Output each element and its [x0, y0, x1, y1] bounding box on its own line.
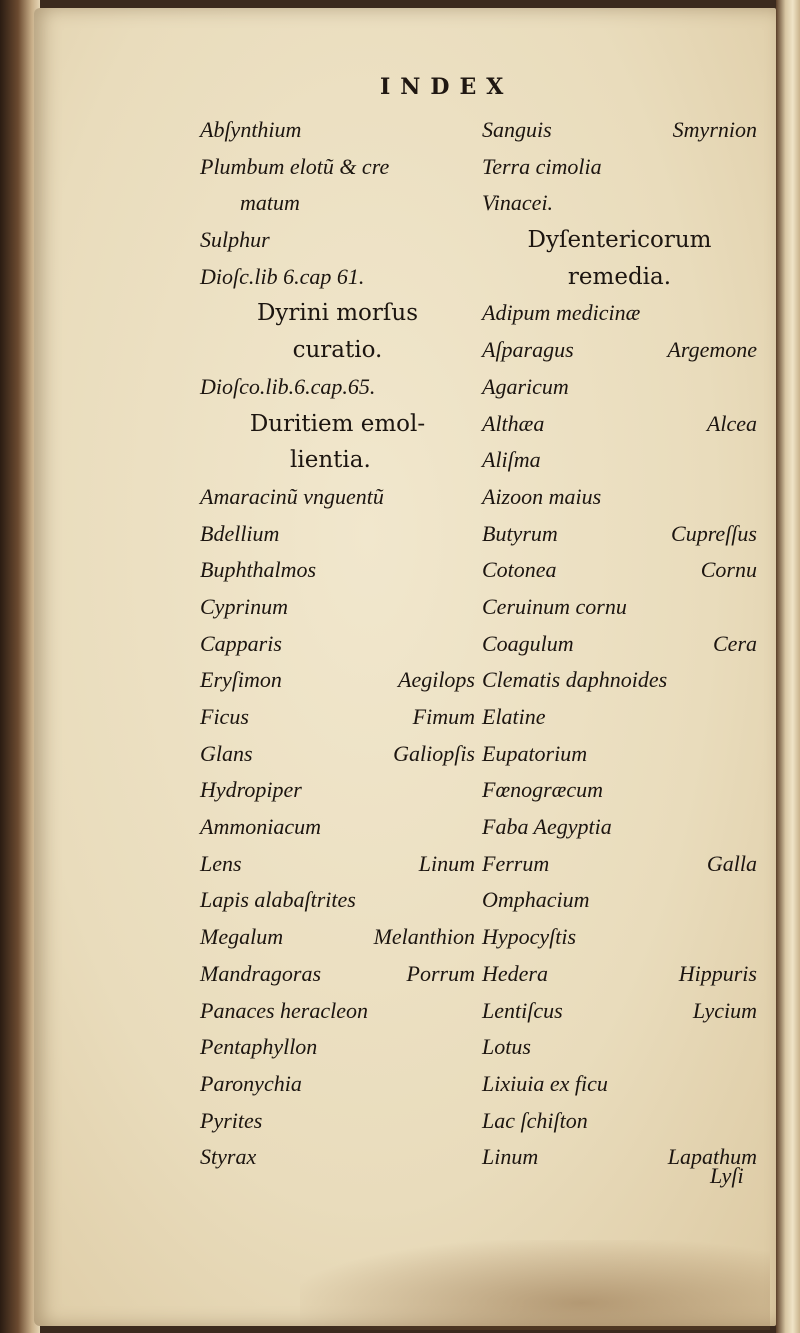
- index-term-secondary: Galla: [706, 850, 757, 876]
- index-entry: [482, 479, 757, 516]
- index-entry: [482, 406, 757, 443]
- index-entry: [200, 479, 475, 516]
- index-term: Fœnogræcum: [482, 777, 603, 803]
- right-column: [482, 112, 757, 1176]
- index-term: Adipum medicinæ: [482, 300, 641, 326]
- index-term: remedia.: [567, 263, 672, 290]
- index-term: Abſynthium: [200, 117, 302, 142]
- index-entry: [200, 662, 475, 699]
- index-term: Butyrum: [482, 520, 558, 546]
- index-entry: [482, 919, 757, 956]
- index-term: Lixiuia ex ficu: [482, 1070, 608, 1096]
- index-entry: [482, 332, 757, 369]
- index-term: Glans: [200, 740, 253, 766]
- index-term: Ferrum: [482, 850, 550, 876]
- index-term: Lapis alabaſtrites: [200, 887, 356, 913]
- index-term-secondary: Lapathum: [667, 1144, 757, 1170]
- index-entry: [482, 699, 757, 736]
- catchword: Lyſi: [710, 1163, 744, 1188]
- index-entry: [482, 809, 757, 846]
- index-term: Faba Aegyptia: [482, 814, 612, 840]
- water-stain: [300, 1240, 770, 1330]
- index-term: Capparis: [200, 630, 282, 656]
- index-entry: [200, 295, 475, 332]
- index-entry: [200, 919, 475, 956]
- index-term-secondary: Cupreſſus: [671, 520, 757, 546]
- index-entry: [482, 112, 757, 149]
- index-term: Linum: [482, 1144, 539, 1170]
- index-entry: [200, 1103, 475, 1140]
- index-entry: [200, 1139, 475, 1176]
- index-term: Cyprinum: [200, 593, 288, 619]
- index-entry: [200, 149, 475, 186]
- index-term: lientia.: [290, 447, 371, 474]
- index-entry: [200, 112, 475, 149]
- index-entry: [482, 185, 757, 222]
- index-term-secondary: Galiopſis: [393, 740, 475, 766]
- index-term: Agaricum: [482, 373, 569, 399]
- index-term-secondary: Cornu: [700, 557, 757, 583]
- index-term: Ammoniacum: [200, 814, 321, 840]
- index-term: matum: [240, 190, 300, 216]
- index-entry: [200, 882, 475, 919]
- index-entry: [482, 846, 757, 883]
- index-term: Dioſc.lib 6.cap 61.: [200, 263, 365, 289]
- index-term: Cotonea: [482, 557, 557, 583]
- index-entry: [482, 222, 757, 259]
- index-term: Dyrini morſus: [256, 300, 419, 327]
- index-entry: [200, 369, 475, 406]
- index-term: Amaracinũ vnguentũ: [200, 483, 384, 509]
- index-entry: [482, 552, 757, 589]
- index-entry: [200, 222, 475, 259]
- index-term: Lotus: [482, 1034, 531, 1060]
- index-term: Eupatorium: [482, 740, 588, 766]
- index-entry: [200, 259, 475, 296]
- index-term: Hedera: [482, 960, 548, 986]
- index-entry: [482, 369, 757, 406]
- index-entry: [200, 185, 475, 222]
- index-term: Ceruinum cornu: [482, 593, 627, 619]
- index-entry: [200, 406, 475, 443]
- index-entry: [482, 993, 757, 1030]
- index-entry: [482, 516, 757, 553]
- index-term: Pentaphyllon: [200, 1034, 318, 1060]
- index-term: Lac ſchiſton: [482, 1107, 588, 1133]
- index-term: Aliſma: [482, 447, 541, 473]
- index-entry: [200, 809, 475, 846]
- index-term: Hydropiper: [200, 777, 302, 803]
- index-term-secondary: Smyrnion: [672, 117, 757, 142]
- index-term: Terra cimolia: [482, 153, 602, 179]
- left-column: [200, 112, 475, 1176]
- index-term-secondary: Porrum: [406, 960, 475, 986]
- running-header: INDEX: [380, 74, 514, 100]
- index-term: Hypocyſtis: [482, 924, 577, 950]
- index-entry: [200, 1066, 475, 1103]
- index-term: Styrax: [200, 1144, 257, 1170]
- index-entry: [200, 626, 475, 663]
- index-term: Sulphur: [200, 227, 270, 253]
- index-entry: [200, 993, 475, 1030]
- index-term: Paronychia: [200, 1070, 302, 1096]
- index-entry: [482, 662, 757, 699]
- index-term-secondary: Aegilops: [398, 667, 475, 693]
- index-entry: [482, 295, 757, 332]
- index-term: Dioſco.lib.6.cap.65.: [200, 373, 376, 399]
- index-term-secondary: Lycium: [692, 997, 757, 1023]
- index-entry: [482, 442, 757, 479]
- index-entry: [200, 699, 475, 736]
- index-term-secondary: Melanthion: [373, 924, 475, 950]
- index-term: Megalum: [200, 924, 284, 950]
- index-term-secondary: Cera: [713, 630, 757, 656]
- index-term: Lentiſcus: [482, 997, 563, 1023]
- index-term: Ficus: [200, 704, 249, 729]
- index-entry: [200, 772, 475, 809]
- index-term-secondary: Alcea: [706, 410, 757, 436]
- index-term: Aſparagus: [482, 337, 574, 363]
- index-entry: [200, 589, 475, 626]
- index-term: Pyrites: [200, 1107, 263, 1133]
- index-term: Eryſimon: [200, 667, 282, 693]
- index-term: Sanguis: [482, 117, 552, 142]
- index-entry: [200, 956, 475, 993]
- index-term: Bdellium: [200, 520, 280, 546]
- index-entry: [482, 259, 757, 296]
- index-entry: [200, 552, 475, 589]
- index-entry: [200, 442, 475, 479]
- index-term: Lens: [200, 850, 242, 876]
- index-term: Dyſentericorum: [527, 227, 712, 254]
- index-entry: [482, 1103, 757, 1140]
- index-term: Plumbum elotũ & cre: [200, 153, 390, 179]
- index-entry: [200, 736, 475, 773]
- index-entry: [200, 846, 475, 883]
- index-entry: [482, 772, 757, 809]
- index-term-secondary: Hippuris: [678, 960, 757, 986]
- index-entry: [200, 1029, 475, 1066]
- index-term: Vinacei.: [482, 190, 554, 216]
- index-term: Omphacium: [482, 887, 590, 913]
- index-entry: [482, 589, 757, 626]
- index-term: Buphthalmos: [200, 557, 317, 583]
- index-term: Clematis daphnoides: [482, 667, 668, 693]
- index-entry: [482, 149, 757, 186]
- index-entry: [482, 1029, 757, 1066]
- index-entry: [482, 626, 757, 663]
- index-term: Panaces heracleon: [200, 997, 368, 1023]
- index-term: Elatine: [482, 704, 546, 729]
- page-edge: [776, 0, 800, 1333]
- index-term: Coagulum: [482, 630, 574, 656]
- index-term-secondary: Argemone: [667, 337, 757, 363]
- index-term: curatio.: [292, 337, 383, 364]
- index-entry: [482, 956, 757, 993]
- index-term: Althæa: [482, 410, 545, 436]
- index-entry: [482, 1066, 757, 1103]
- index-entry: [482, 736, 757, 773]
- index-entry: [200, 516, 475, 553]
- index-term-secondary: Linum: [418, 850, 475, 876]
- index-term: Mandragoras: [200, 960, 322, 986]
- index-entry: [200, 332, 475, 369]
- index-entry: [482, 882, 757, 919]
- index-term-secondary: Fimum: [412, 704, 475, 729]
- index-term: Aizoon maius: [482, 483, 602, 509]
- index-term: Duritiem emol-: [249, 410, 426, 437]
